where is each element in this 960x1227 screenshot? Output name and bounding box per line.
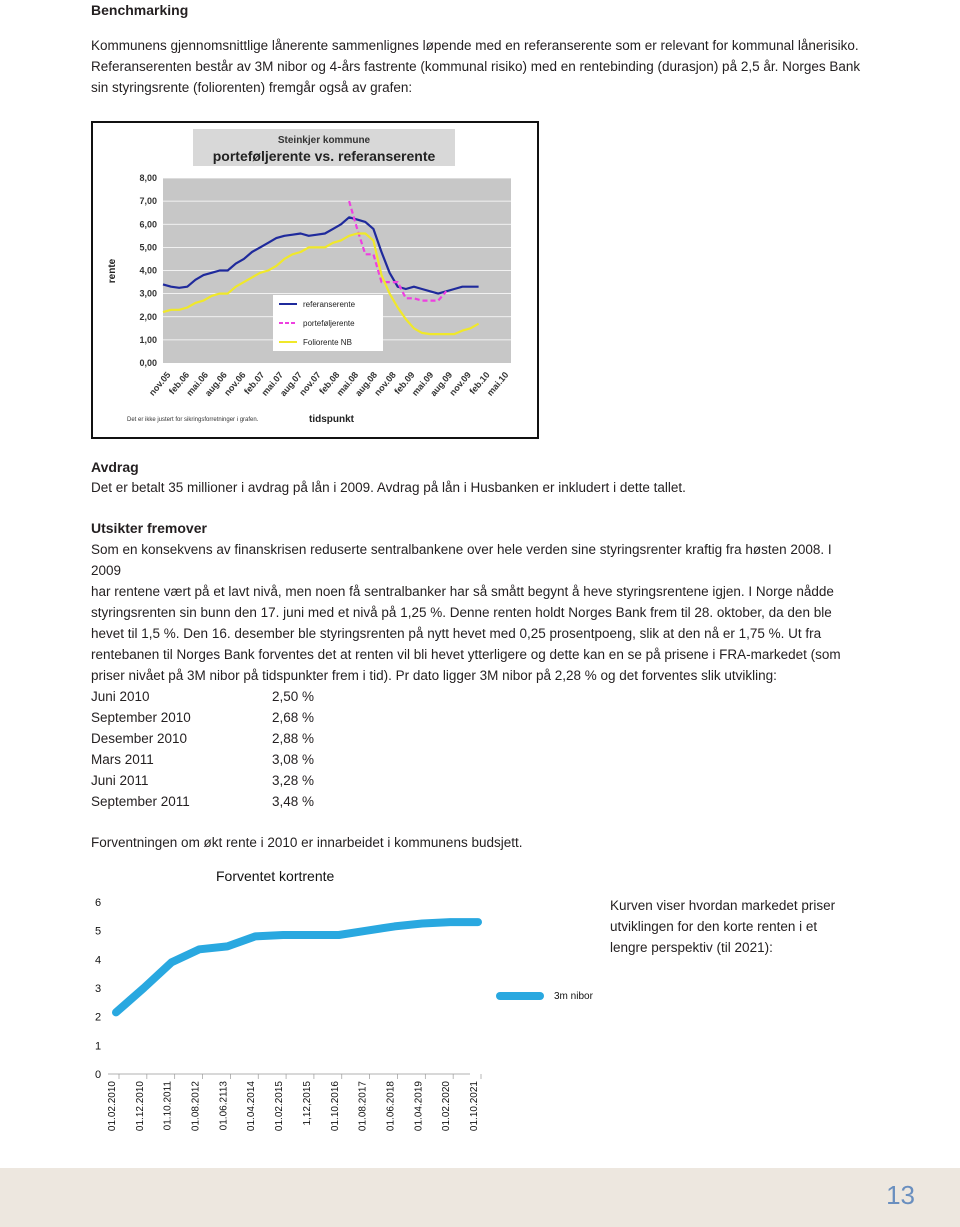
budget-note: Forventningen om økt rente i 2010 er innarbeidet i kommunens budsjett. — [91, 835, 523, 850]
x-tick-label: feb.08 — [317, 369, 342, 397]
avdrag-text: Det er betalt 35 millioner i avdrag på lån i 2009. Avdrag på lån i Husbanken er inkludert i dette tallet. — [91, 480, 686, 495]
forecast-rate: 2,68 % — [272, 710, 315, 725]
chart2-x-tick-label: 01.02.2020 — [441, 1081, 453, 1132]
chart2-x-tick-label: 01.06.2113 — [218, 1081, 230, 1131]
x-tick-label: feb.10 — [467, 369, 492, 397]
chart2-x-tick-label: 01.10.2011 — [162, 1081, 174, 1131]
y-tick-label: 4,00 — [139, 265, 157, 276]
avdrag-heading: Avdrag — [91, 459, 139, 475]
benchmarking-line: Kommunens gjennomsnittlige lånerente sammenlignes løpende med en referanserente som er relevant for kommunal lånerisiko. — [91, 38, 859, 53]
x-tick-label: mai.06 — [184, 369, 211, 398]
chart2-y-tick-label: 4 — [94, 954, 102, 967]
chart2-y-tick-label: 1 — [94, 1040, 102, 1053]
chart2-x-tick-label: 01.04.2014 — [246, 1081, 258, 1132]
x-tick-label: aug.07 — [277, 369, 304, 399]
x-tick-label: nov.07 — [297, 369, 323, 398]
portfolio-rate-chart — [91, 121, 539, 439]
chart2-x-tick-label: 01.10.2021 — [469, 1081, 480, 1132]
forecast-rate: 2,50 % — [272, 689, 315, 704]
forecast-row — [91, 749, 314, 770]
forecast-rate: 3,48 % — [272, 794, 315, 809]
utsikter-heading: Utsikter fremover — [91, 520, 207, 536]
forecast-month: Desember 2010 — [91, 731, 188, 746]
chart2-x-tick-label: 01.08.2012 — [190, 1081, 202, 1132]
x-axis-label: tidspunkt — [309, 414, 354, 425]
chart2-x-tick-label: 01.02.2010 — [107, 1081, 118, 1132]
page-number: 13 — [886, 1180, 915, 1210]
chart2-x-tick-label: 1,12,2015 — [301, 1081, 313, 1126]
forecast-month: Mars 2011 — [91, 752, 154, 767]
chart2-x-tick-label: 01.06.2018 — [385, 1081, 397, 1132]
chart2-title: Forventet kortrente — [216, 868, 335, 884]
x-tick-label: nov.09 — [447, 369, 473, 398]
x-tick-label: feb.09 — [392, 369, 417, 397]
forecast-month: Juni 2010 — [91, 689, 150, 704]
x-tick-label: nov.05 — [146, 369, 173, 398]
benchmarking-text — [91, 35, 861, 98]
benchmarking-heading: Benchmarking — [91, 2, 189, 18]
y-tick-label: 3,00 — [139, 288, 157, 299]
forecast-table — [91, 686, 314, 812]
chart-title: porteføljerente vs. referanserente — [212, 148, 436, 164]
utsikter-line: rentebanen til Norges Bank forventes det at renten vil bli hevet ytterligere og dette kan en se på prisene i FRA-markedet (som — [91, 647, 841, 662]
chart2-x-tick-label: 01.08.2017 — [357, 1081, 369, 1132]
y-axis-label: rente — [107, 258, 118, 284]
chart2-y-tick-label: 2 — [94, 1011, 102, 1024]
x-tick-label: nov.06 — [222, 369, 248, 398]
forecast-rate: 3,28 % — [272, 773, 315, 788]
x-tick-label: mai.09 — [409, 369, 436, 398]
forecast-row — [91, 686, 314, 707]
utsikter-text — [91, 539, 861, 686]
chart2-y-tick-label: 6 — [94, 897, 102, 909]
chart-caption: Kurven viser hvordan markedet priser utviklingen for den korte renten i et lengre perspektiv (til 2021): — [610, 898, 836, 955]
forecast-rate: 3,08 % — [272, 752, 315, 767]
legend-label: referanserente — [303, 300, 356, 309]
legend-label: Foliorente NB — [303, 338, 352, 347]
y-tick-label: 0,00 — [139, 358, 157, 368]
series-line-3m-nibor — [116, 922, 478, 1012]
forecast-row — [91, 791, 314, 812]
legend-label: porteføljerente — [303, 319, 355, 328]
x-tick-label: mai.08 — [334, 369, 361, 398]
chart2-y-tick-label: 0 — [94, 1069, 102, 1081]
chart2-x-tick-label: 01.04.2019 — [413, 1081, 425, 1132]
utsikter-line: har rentene vært på et lavt nivå, men noen få sentralbanker har så smått begynt å heve styringsrentene igjen. I Norge nådde — [91, 584, 834, 599]
benchmarking-line: Referanserenten består av 3M nibor og 4-års fastrente (kommunal risiko) med en rentebinding (durasjon) på 2,5 år. Norges Bank — [91, 59, 861, 74]
forecast-rate: 2,88 % — [272, 731, 315, 746]
chart2-x-tick-label: 01.02.2015 — [274, 1081, 286, 1132]
utsikter-line: hevet til 1,5 %. Den 16. desember ble styringsrenten på nytt hevet med 0,25 prosentpoeng, slik at den nå er 1,75 %. Ut fra — [91, 626, 822, 641]
chart-supertitle: Steinkjer kommune — [277, 135, 371, 146]
chart2-y-tick-label: 3 — [94, 983, 102, 995]
chart2-y-tick-label: 5 — [94, 925, 102, 938]
chart2-x-tick-label: 01.10.2016 — [329, 1081, 341, 1132]
x-tick-label: aug.08 — [353, 369, 380, 399]
forecast-row — [91, 770, 314, 791]
expected-short-rate-chart — [80, 860, 600, 1135]
x-tick-label: feb.06 — [166, 369, 192, 397]
forecast-month: September 2010 — [91, 710, 191, 725]
forecast-month: September 2011 — [91, 794, 190, 809]
chart2-x-tick-label: 01.12.2010 — [134, 1081, 146, 1132]
y-tick-label: 5,00 — [139, 242, 157, 253]
y-tick-label: 6,00 — [139, 219, 157, 230]
utsikter-line: priser nivået på 3M nibor på tidspunkter frem i tid). Pr dato ligger 3M nibor på 2,28 % og det forventes slik utvikling: — [91, 668, 777, 683]
x-tick-label: nov.08 — [372, 369, 398, 398]
y-tick-label: 1,00 — [139, 334, 157, 345]
forecast-row — [91, 707, 314, 728]
x-tick-label: feb.07 — [242, 369, 267, 397]
forecast-row — [91, 728, 314, 749]
x-tick-label: mai.10 — [484, 369, 511, 398]
y-tick-label: 8,00 — [139, 173, 157, 183]
x-tick-label: aug.09 — [428, 369, 455, 399]
x-tick-label: mai.07 — [259, 369, 286, 398]
footer-decoration — [0, 1168, 960, 1227]
y-tick-label: 2,00 — [139, 311, 157, 322]
forecast-month: Juni 2011 — [91, 773, 149, 788]
utsikter-line: styringsrenten sin bunn den 17. juni med et nivå på 1,25 %. Denne renten holdt Norges Bank frem til 28. oktober, da den ble — [91, 605, 832, 620]
chart-footnote: Det er ikke justert for sikringsforretninger i grafen. — [127, 417, 259, 423]
portfolio-rate-chart-svg — [93, 123, 537, 437]
benchmarking-line: sin styringsrente (foliorenten) fremgår også av grafen: — [91, 80, 413, 95]
utsikter-line: Som en konsekvens av finanskrisen reduserte sentralbankene over hele verden sine styringsrenter kraftig fra høsten 2008. I 2009 — [91, 542, 832, 578]
x-tick-label: aug.06 — [202, 369, 229, 399]
y-tick-label: 7,00 — [139, 196, 157, 207]
chart2-legend-label: 3m nibor — [554, 991, 593, 1002]
